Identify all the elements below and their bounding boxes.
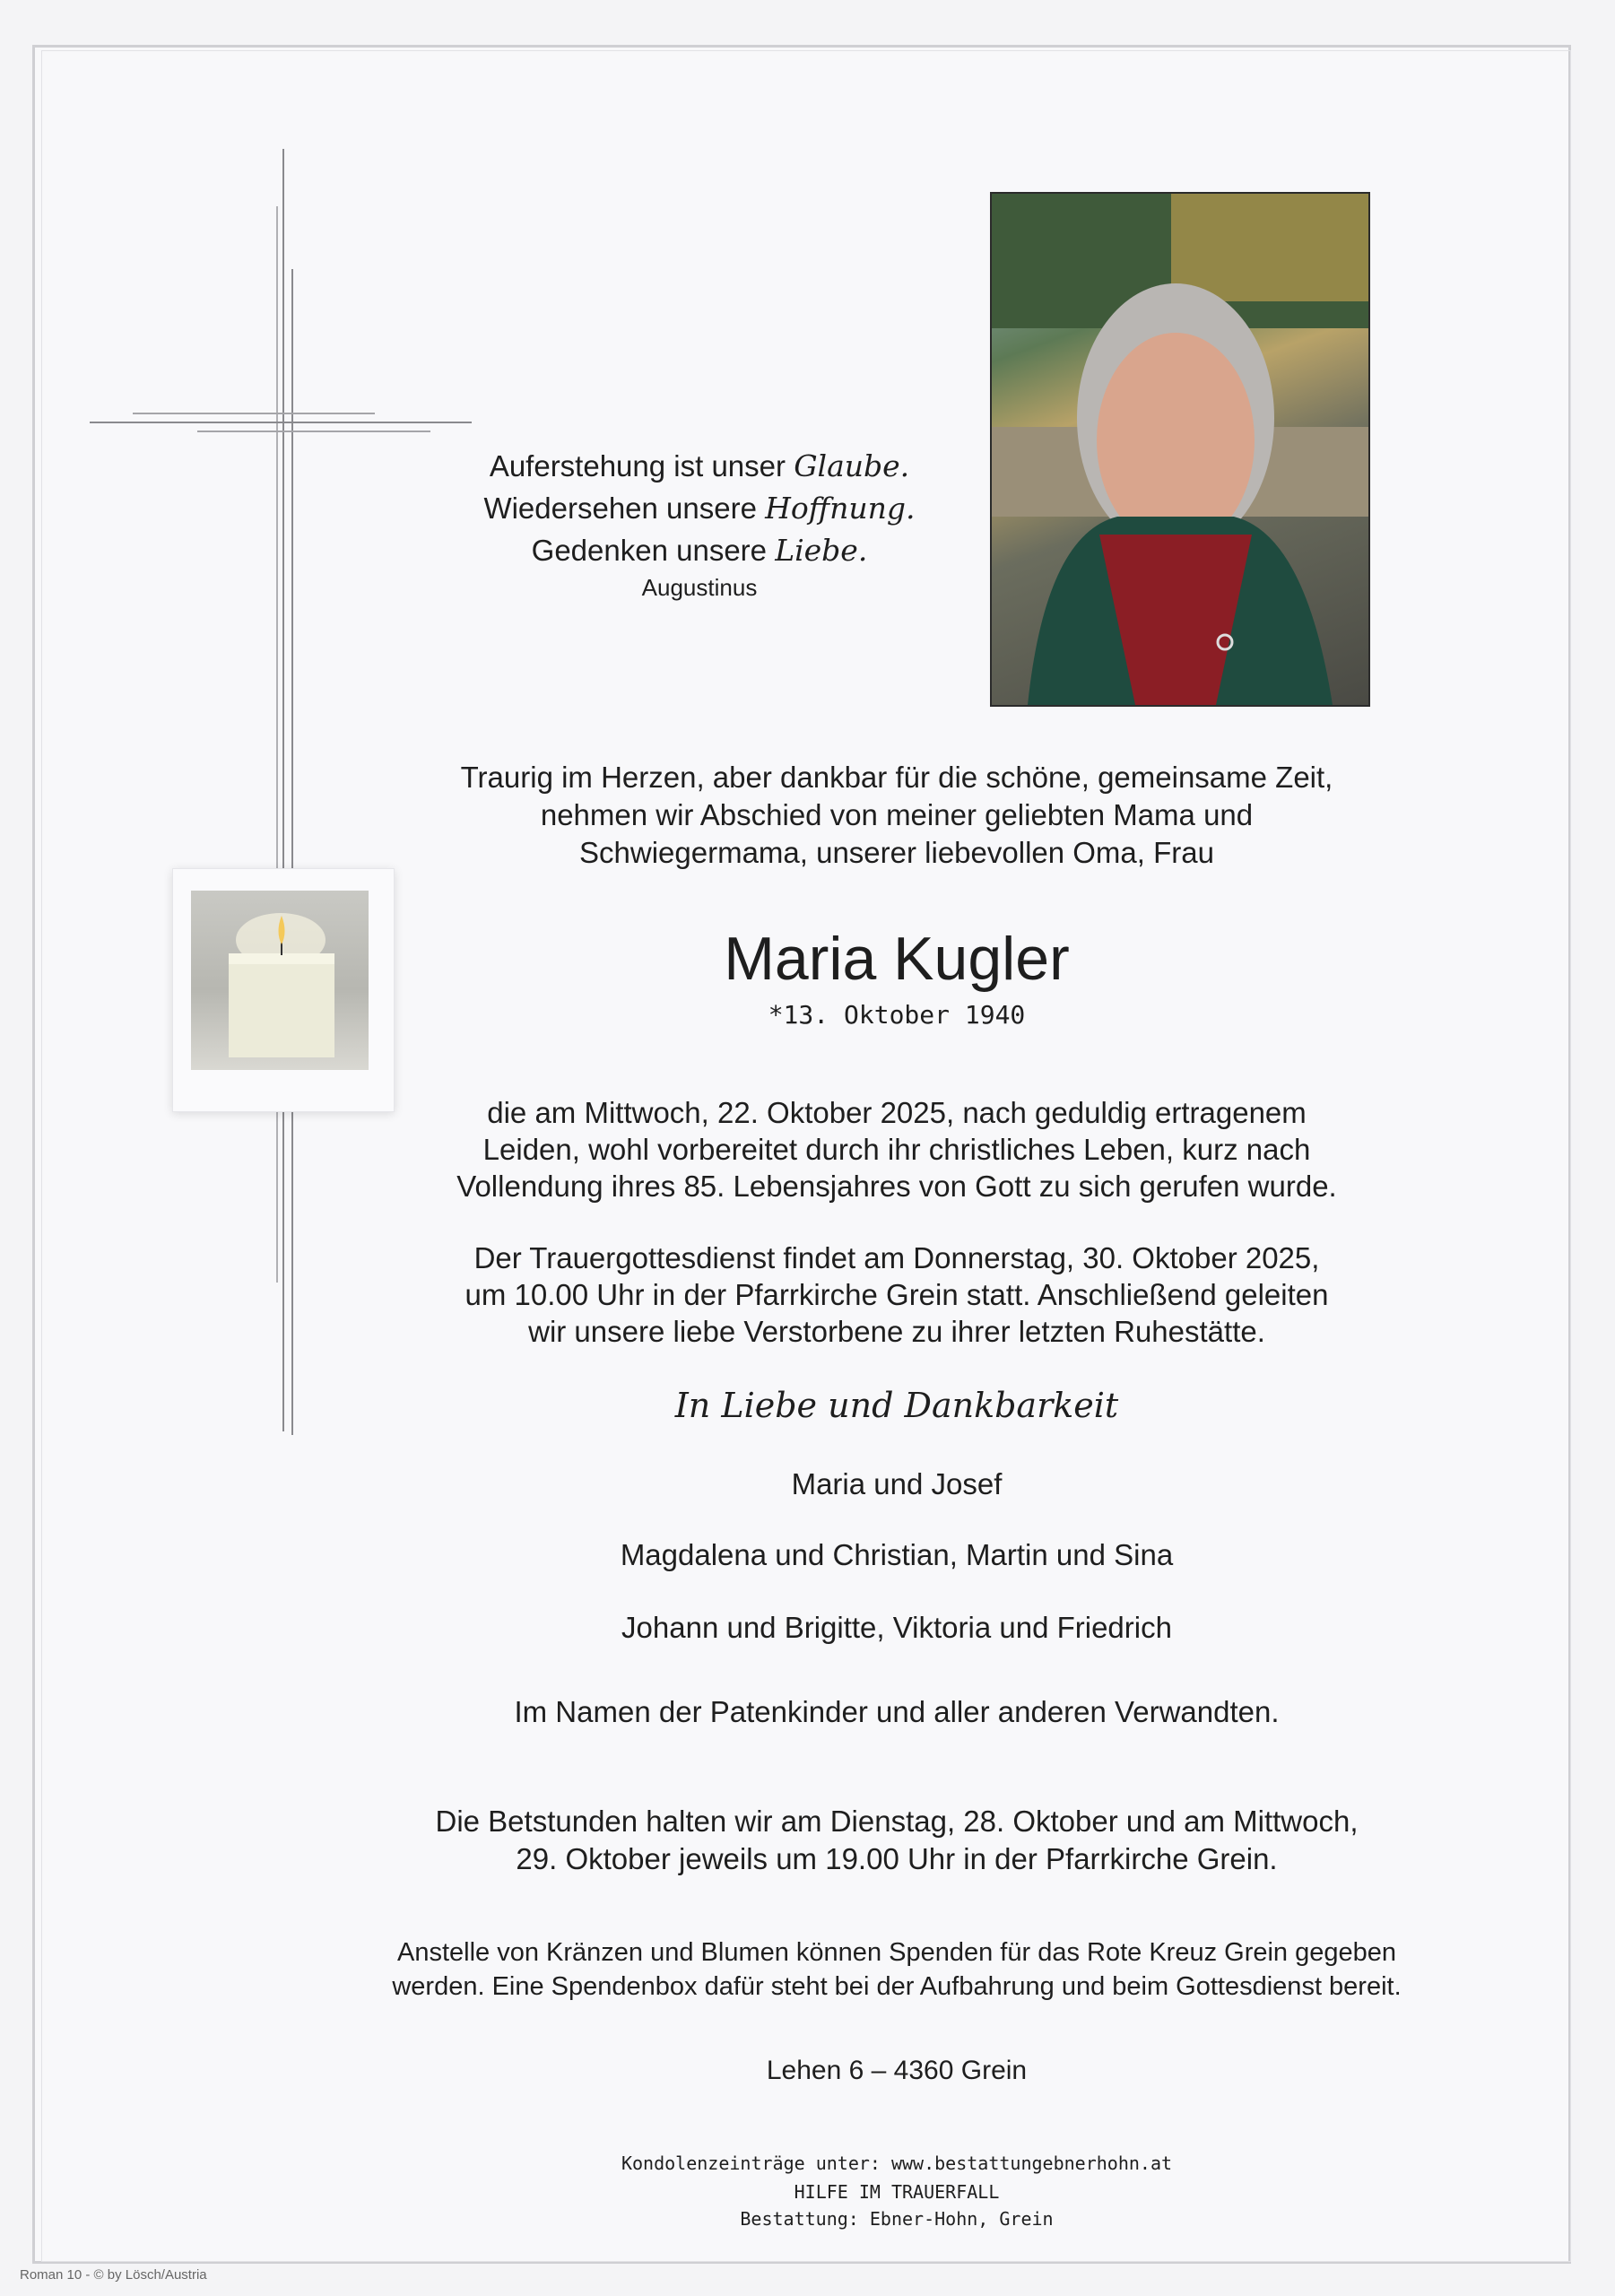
portrait-photo [990,192,1370,707]
family-line-1: Maria und Josef [791,1467,1003,1500]
prayer-line-1: Die Betstunden halten wir am Dienstag, 28. Oktober und am Mittwoch, [435,1805,1359,1838]
quote-author: Augustinus [641,574,758,601]
quote-line-1: Auferstehung ist unser Glaube. [489,448,910,483]
quote-line-3: Gedenken unsere Liebe. [531,533,868,568]
deceased-name: Maria Kugler [724,925,1070,993]
donation-line-2: werden. Eine Spendenbox dafür steht bei der Aufbahrung und beim Gottesdienst bereit. [392,1972,1402,2001]
condolence-link: Kondolenzeinträge unter: www.bestattungebnerhohn.at [621,2152,1173,2174]
intro-line-1: Traurig im Herzen, aber dankbar für die schöne, gemeinsame Zeit, [460,761,1333,794]
birth-date: *13. Oktober 1940 [768,1000,1026,1030]
service-line-3: wir unsere liebe Verstorbene zu ihrer letzten Ruhestätte. [528,1315,1265,1348]
closing-phrase: In Liebe und Dankbarkeit [674,1386,1119,1425]
relatives-line: Im Namen der Patenkinder und aller anderen Verwandten. [514,1695,1280,1728]
service-line-1: Der Trauergottesdienst findet am Donnerstag, 30. Oktober 2025, [473,1241,1320,1274]
undertaker-line: Bestattung: Ebner-Hohn, Grein [740,2208,1054,2230]
credit-text: Roman 10 - © by Lösch/Austria [20,2267,207,2283]
address: Lehen 6 – 4360 Grein [766,2056,1028,2085]
service-line-2: um 10.00 Uhr in der Pfarrkirche Grein statt. Anschließend geleiten [465,1278,1329,1311]
family-line-2: Magdalena und Christian, Martin und Sina [620,1538,1174,1571]
help-heading: HILFE IM TRAUERFALL [794,2181,1000,2203]
death-line-3: Vollendung ihres 85. Lebensjahres von Gott zu sich gerufen wurde. [456,1170,1337,1203]
quote-line-2: Wiedersehen unsere Hoffnung. [483,491,916,526]
family-line-3: Johann und Brigitte, Viktoria und Friedrich [621,1611,1172,1644]
prayer-line-2: 29. Oktober jeweils um 19.00 Uhr in der Pfarrkirche Grein. [516,1842,1278,1875]
death-line-1: die am Mittwoch, 22. Oktober 2025, nach geduldig ertragenem [487,1096,1307,1129]
death-line-2: Leiden, wohl vorbereitet durch ihr christliches Leben, kurz nach [482,1133,1311,1166]
donation-line-1: Anstelle von Kränzen und Blumen können Spenden für das Rote Kreuz Grein gegeben [396,1938,1397,1967]
intro-line-3: Schwiegermama, unserer liebevollen Oma, Frau [579,836,1214,869]
intro-line-2: nehmen wir Abschied von meiner geliebten Mama und [540,798,1254,831]
